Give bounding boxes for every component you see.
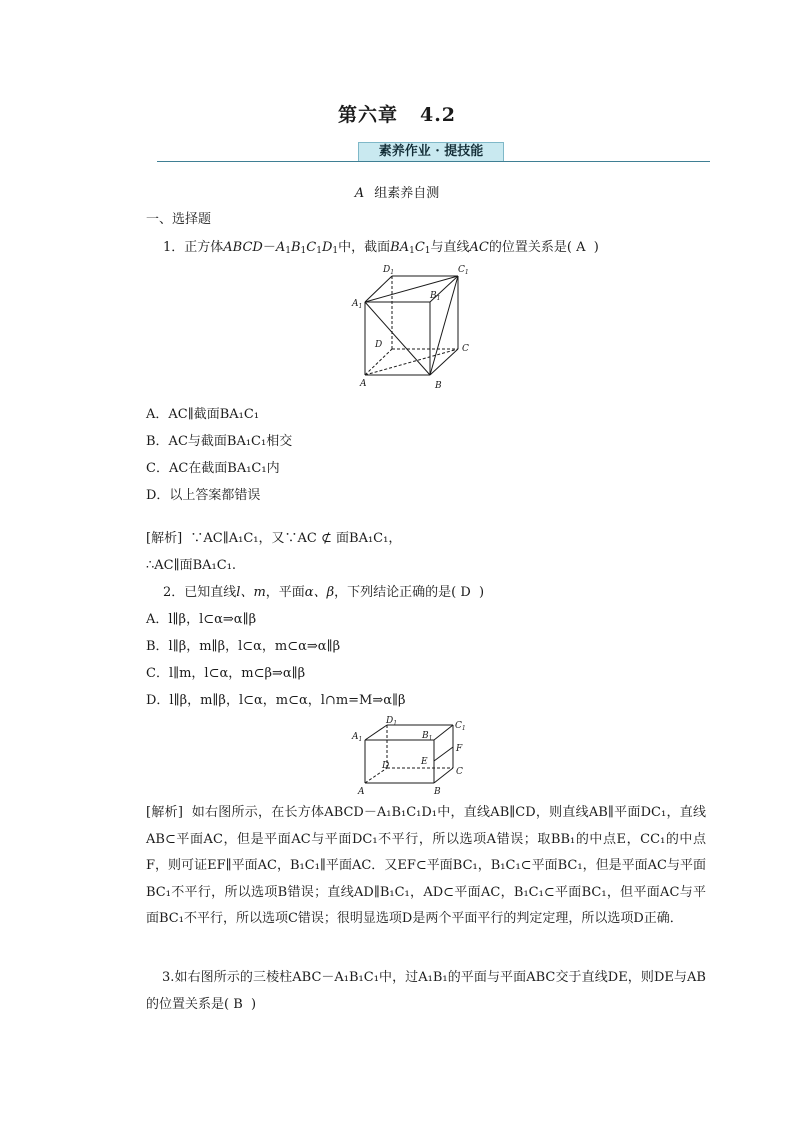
label-a: A [360,379,367,389]
group-label: 组素养自测 [374,186,440,201]
header-rule [157,161,710,162]
question-1-answer: A [576,240,586,255]
cuboid-figure [350,716,475,798]
question-2-answer: D [460,585,471,600]
label-d: D [375,340,383,350]
label-c1: $C_1$ [458,265,469,276]
cube-figure [350,262,480,392]
label-a: A [358,787,365,797]
label-f: F [456,744,463,754]
question-2-option-a: A．l∥β，l⊂α⇒α∥β [146,612,257,627]
question-2-analysis [146,800,706,933]
analysis-label: [解析] [146,531,183,546]
label-e: E [421,757,428,767]
label-b: B [434,787,441,797]
analysis-label: [解析] [146,805,183,820]
page-title [0,100,794,127]
label-c1: $C_1$ [455,721,466,732]
label-b1: $B_1$ [422,731,433,742]
group-heading [0,182,794,201]
label-b: B [435,381,442,391]
question-3-stem: 3.如右图所示的三棱柱ABC－A₁B₁C₁中，过A₁B₁的平面与平面ABC交于直线DE，则DE与AB的位置关系是( B ) [146,970,706,1012]
question-2-option-b: B．l∥β，m∥β，l⊂α，m⊂α⇒α∥β [146,639,341,654]
section-banner: 素养作业 · 提技能 [358,142,504,162]
label-a1: $A_1$ [352,732,363,743]
question-2-option-c: C．l∥m，l⊂α，m⊂β⇒α∥β [146,666,306,681]
question-2-option-d: D．l∥β，m∥β，l⊂α，m⊂α，l∩m=M⇒α∥β [146,693,406,708]
group-letter: A [354,186,365,201]
question-2-stem: 2．已知直线l、m，平面α、β，下列结论正确的是( D ) [163,585,485,600]
question-1-option-b: B．AC与截面BA₁C₁相交 [146,434,293,449]
question-2-analysis-text: 如右图所示，在长方体ABCD－A₁B₁C₁D₁中，直线AB∥CD，则直线AB∥平面DC₁，直线AB⊂平面AC，但是平面AC与平面DC₁不平行，所以选项A错误；取BB₁的中点E，CC₁的中点F，则可证EF∥平面AC，B₁C₁∥平面AC．又EF⊂平面BC₁，B₁C₁⊂平面BC₁，但是平面AC与平面BC₁不平行，所以选项B错误；直线AD∥B₁C₁，AD⊂平面AC，B₁C₁⊂平面BC₁，但平面AC与平面BC₁不平行，所以选项C错误；很明显选项D是两个平面平行的判定定理，所以选项D正确． [146,805,706,926]
question-1-option-c: C．AC在截面BA₁C₁内 [146,461,280,476]
section-number: 4.2 [419,104,457,126]
label-a1: $A_1$ [352,299,363,310]
label-d1: $D_1$ [383,265,395,276]
label-d: D [382,761,390,771]
label-c: C [456,767,463,777]
question-1-option-d: D．以上答案都错误 [146,488,261,503]
question-1-analysis-conclusion: ∴AC∥面BA₁C₁. [146,558,237,573]
chapter-title: 第六章 [337,104,398,126]
question-3-answer: B [233,996,243,1012]
question-1-analysis: [解析] ∵AC∥A₁C₁，又∵AC ⊄ 面BA₁C₁， [146,531,402,546]
label-d1: $D_1$ [386,716,398,727]
label-b1: $B_1$ [430,291,441,302]
question-1-option-a: A．AC∥截面BA₁C₁ [146,407,260,422]
label-c: C [462,344,469,354]
part-heading: 一、选择题 [146,212,212,227]
question-1-stem: 1．正方体$ABCD-A_1B_1C_1D_1$中，截面$BA_1C_1$与直线AC的位置关系是( A ) [163,240,599,256]
